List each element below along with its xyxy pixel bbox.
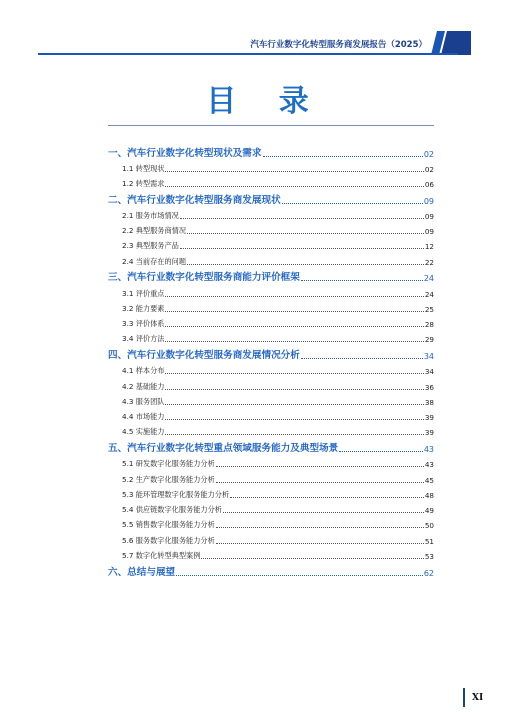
toc-entry-page: 43	[423, 444, 434, 454]
toc-section-entry[interactable]	[108, 392, 434, 407]
toc-section-entry[interactable]	[108, 174, 434, 189]
toc-section-entry[interactable]	[108, 283, 434, 298]
toc-leader-dots	[216, 482, 424, 483]
toc-leader-dots	[165, 326, 423, 327]
toc-entry-page: 50	[424, 521, 434, 531]
toc-entry-page: 09	[424, 211, 434, 221]
toc-section-entry[interactable]	[108, 159, 434, 174]
title-divider	[108, 125, 434, 126]
toc-section-entry[interactable]	[108, 251, 434, 266]
toc-entry-page: 02	[424, 164, 434, 174]
header-decoration-icon	[431, 31, 471, 55]
toc-section-entry[interactable]	[108, 376, 434, 391]
toc-section-entry[interactable]	[108, 236, 434, 251]
toc-leader-dots	[165, 373, 423, 374]
toc-entry-label: 3.3 评价体系	[122, 319, 165, 329]
running-header-title: 汽车行业数字化转型服务商发展报告（2025）	[250, 40, 427, 50]
toc-entry-page: 28	[424, 320, 434, 330]
toc-entry-label: 2.4 当前存在的问题	[122, 256, 187, 266]
toc-entry-label: 3.1 评价重点	[122, 288, 165, 298]
toc-entry-label: 4.5 实施能力	[122, 427, 165, 437]
toc-section-entry[interactable]	[108, 299, 434, 314]
toc-entry-label: 5.7 数字化转型典型案例	[122, 551, 201, 561]
toc-entry-label: 一、汽车行业数字化转型现状及需求	[108, 147, 262, 159]
toc-entry-page: 29	[424, 335, 434, 345]
toc-section-entry[interactable]	[108, 485, 434, 500]
toc-chapter-entry[interactable]	[108, 189, 434, 206]
toc-leader-dots	[282, 203, 423, 204]
toc-chapter-entry[interactable]	[108, 267, 434, 284]
toc-entry-page: 38	[424, 397, 434, 407]
page-number-bar	[463, 688, 465, 707]
toc-entry-page: 12	[424, 242, 434, 252]
toc-entry-page: 34	[423, 351, 434, 361]
toc-entry-label: 4.1 样本分布	[122, 366, 165, 376]
toc-entry-label: 4.3 服务团队	[122, 396, 165, 406]
toc-leader-dots	[216, 466, 424, 467]
toc-entry-label: 4.4 市场能力	[122, 412, 165, 422]
toc-leader-dots	[187, 233, 424, 234]
toc-entry-page: 24	[423, 274, 434, 284]
toc-entry-page: 39	[424, 413, 434, 423]
toc-entry-label: 五、汽车行业数字化转型重点领域服务能力及典型场景	[108, 442, 339, 454]
toc-section-entry[interactable]	[108, 530, 434, 545]
toc-leader-dots	[165, 389, 423, 390]
toc-leader-dots	[165, 404, 423, 405]
toc-leader-dots	[180, 248, 424, 249]
toc-entry-label: 2.1 服务市场情况	[122, 210, 179, 220]
toc-entry-label: 2.2 典型服务商情况	[122, 226, 187, 236]
toc-chapter-entry[interactable]	[108, 344, 434, 361]
toc-entry-label: 5.4 供应链数字化服务能力分析	[122, 505, 222, 515]
toc-entry-page: 36	[424, 382, 434, 392]
toc-section-entry[interactable]	[108, 206, 434, 221]
toc-entry-page: 48	[424, 490, 434, 500]
toc-entry-label: 六、总结与展望	[108, 566, 176, 578]
toc-leader-dots	[165, 186, 423, 187]
toc-entry-page: 62	[423, 568, 434, 578]
toc-entry-page: 43	[424, 460, 434, 470]
toc-leader-dots	[223, 512, 424, 513]
toc-section-entry[interactable]	[108, 422, 434, 437]
toc-section-entry[interactable]	[108, 546, 434, 561]
toc-entry-label: 3.4 评价方法	[122, 334, 165, 344]
header-rule	[38, 53, 458, 55]
toc-leader-dots	[230, 497, 424, 498]
toc-entry-label: 5.2 生产数字化服务能力分析	[122, 474, 215, 484]
toc-chapter-entry[interactable]	[108, 142, 434, 159]
toc-entry-page: 02	[423, 149, 434, 159]
page-title: 目 录	[206, 84, 325, 119]
toc-entry-label: 1.1 转型现状	[122, 163, 165, 173]
toc-leader-dots	[165, 296, 423, 297]
toc-entry-page: 06	[424, 180, 434, 190]
toc-entry-page: 22	[424, 257, 434, 267]
toc-leader-dots	[301, 280, 423, 281]
toc-leader-dots	[165, 434, 423, 435]
toc-entry-page: 45	[424, 475, 434, 485]
toc-leader-dots	[201, 558, 423, 559]
toc-entry-page: 09	[424, 227, 434, 237]
page-number: XI	[472, 693, 484, 703]
toc-leader-dots	[165, 171, 423, 172]
toc-entry-label: 3.2 能力要素	[122, 303, 165, 313]
toc-entry-page: 53	[424, 552, 434, 562]
toc-leader-dots	[339, 451, 423, 452]
table-of-contents	[108, 142, 434, 578]
toc-entry-page: 49	[424, 506, 434, 516]
toc-leader-dots	[165, 311, 423, 312]
toc-chapter-entry[interactable]	[108, 561, 434, 578]
toc-entry-label: 5.6 服务数字化服务能力分析	[122, 535, 215, 545]
toc-leader-dots	[216, 527, 424, 528]
toc-section-entry[interactable]	[108, 361, 434, 376]
toc-section-entry[interactable]	[108, 221, 434, 236]
toc-entry-page: 39	[424, 428, 434, 438]
toc-section-entry[interactable]	[108, 515, 434, 530]
toc-entry-label: 2.3 典型服务产品	[122, 241, 179, 251]
toc-section-entry[interactable]	[108, 329, 434, 344]
toc-entry-label: 5.3 能环管理数字化服务能力分析	[122, 489, 230, 499]
toc-entry-page: 51	[424, 536, 434, 546]
toc-entry-page: 09	[423, 196, 434, 206]
toc-leader-dots	[180, 218, 424, 219]
toc-chapter-entry[interactable]	[108, 437, 434, 454]
toc-entry-label: 四、汽车行业数字化转型服务商发展情况分析	[108, 349, 300, 361]
toc-entry-label: 4.2 基础能力	[122, 381, 165, 391]
toc-section-entry[interactable]	[108, 314, 434, 329]
toc-leader-dots	[301, 358, 423, 359]
toc-section-entry[interactable]	[108, 407, 434, 422]
toc-leader-dots	[165, 419, 423, 420]
toc-entry-label: 1.2 转型需求	[122, 179, 165, 189]
toc-leader-dots	[216, 543, 424, 544]
toc-leader-dots	[263, 156, 423, 157]
toc-section-entry[interactable]	[108, 469, 434, 484]
toc-entry-label: 二、汽车行业数字化转型服务商发展现状	[108, 194, 281, 206]
toc-entry-label: 三、汽车行业数字化转型服务商能力评价框架	[108, 272, 300, 284]
toc-entry-page: 25	[424, 304, 434, 314]
toc-leader-dots	[165, 341, 423, 342]
toc-entry-page: 24	[424, 289, 434, 299]
toc-entry-page: 34	[424, 367, 434, 377]
toc-entry-label: 5.5 销售数字化服务能力分析	[122, 520, 215, 530]
toc-leader-dots	[187, 264, 424, 265]
toc-section-entry[interactable]	[108, 500, 434, 515]
toc-section-entry[interactable]	[108, 454, 434, 469]
toc-entry-label: 5.1 研发数字化服务能力分析	[122, 459, 215, 469]
toc-leader-dots	[176, 575, 423, 576]
